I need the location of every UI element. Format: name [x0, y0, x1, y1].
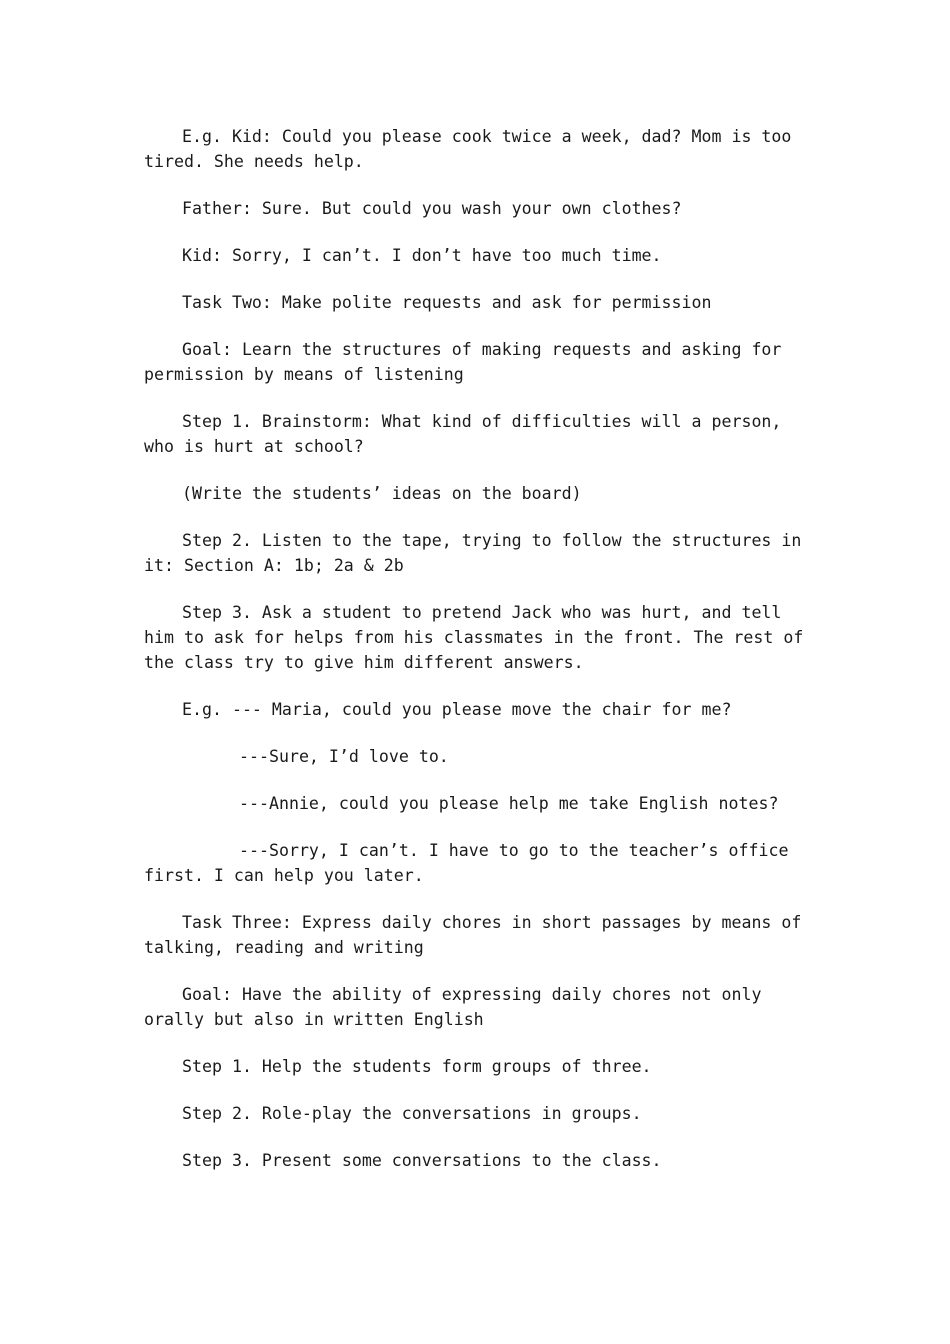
document-body: [144, 124, 814, 1195]
example-kid-refusal: Kid: Sorry, I can’t. I don’t have too much time.: [182, 246, 662, 265]
task-three-step-3: Step 3. Present some conversations to the class.: [182, 1151, 662, 1170]
task-two-heading: Task Two: Make polite requests and ask for permission: [182, 293, 712, 312]
task-two-goal: Goal: Learn the structures of making requests and asking for permission by means of listening: [144, 340, 792, 384]
task-two-step-1-note: (Write the students’ ideas on the board): [182, 484, 582, 503]
example-father-reply: Father: Sure. But could you wash your own clothes?: [182, 199, 682, 218]
example-kid-request: E.g. Kid: Could you please cook twice a week, dad? Mom is too tired. She needs help.: [144, 127, 802, 171]
dialogue-line-1: E.g. --- Maria, could you please move the chair for me?: [182, 700, 732, 719]
dialogue-line-2: ---Sure, I’d love to.: [239, 747, 449, 766]
task-three-step-2: Step 2. Role-play the conversations in groups.: [182, 1104, 642, 1123]
task-two-step-3: Step 3. Ask a student to pretend Jack who was hurt, and tell him to ask for helps from his classmates in the front. The rest of the class try to give him different answers.: [144, 603, 814, 672]
task-two-step-1: Step 1. Brainstorm: What kind of difficulties will a person, who is hurt at school?: [144, 412, 792, 456]
dialogue-line-4: ---Sorry, I can’t. I have to go to the teacher’s office first. I can help you later.: [144, 841, 799, 885]
task-three-goal: Goal: Have the ability of expressing daily chores not only orally but also in written English: [144, 985, 772, 1029]
task-three-step-1: Step 1. Help the students form groups of three.: [182, 1057, 652, 1076]
task-two-step-2: Step 2. Listen to the tape, trying to follow the structures in it: Section A: 1b; 2a & 2b: [144, 531, 812, 575]
task-three-heading: Task Three: Express daily chores in short passages by means of talking, reading and writing: [144, 913, 812, 957]
dialogue-line-3: ---Annie, could you please help me take English notes?: [239, 794, 779, 813]
